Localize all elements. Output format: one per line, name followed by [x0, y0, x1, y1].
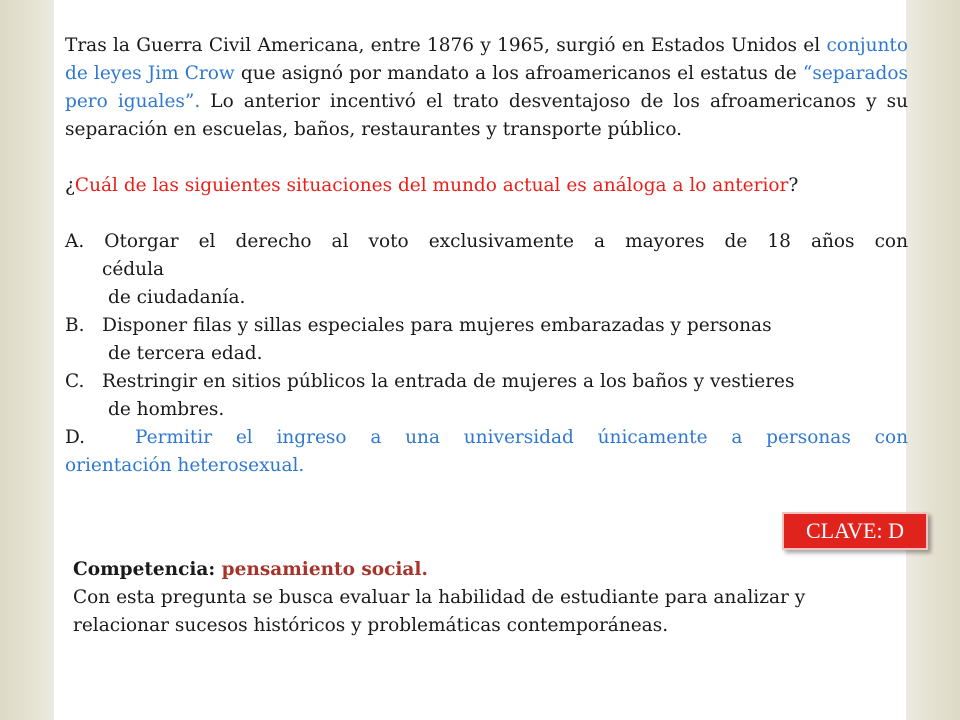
competency-footer [73, 556, 903, 640]
option-b-line-2: de tercera edad. [108, 343, 263, 364]
jim-crow-laws-text: conjunto de leyes Jim Crow [65, 35, 908, 84]
question-content [65, 32, 908, 480]
question-open-mark: ¿ [65, 175, 75, 196]
option-d [65, 424, 908, 480]
option-b-line-1: B. Disponer filas y sillas especiales para mujeres embarazadas y personas [65, 315, 772, 336]
option-d-line-2: orientación heterosexual. [65, 455, 305, 476]
intro-text-3: Lo anterior incentivó el trato desventajoso de los afroamericanos y su separación en escuelas, baños, restaurantes y transporte público. [65, 91, 909, 140]
option-a [65, 228, 908, 312]
option-a-line-1: A. Otorgar el derecho al voto exclusivamente a mayores de 18 años con [65, 231, 908, 252]
left-decorative-bar [0, 0, 54, 720]
question-prompt [65, 172, 908, 200]
separate-but-equal-text: “separados pero iguales”. [65, 63, 908, 112]
intro-text-2: que asignó por mandato a los afroamericanos el estatus de [234, 63, 803, 84]
option-d-text: Permitir el ingreso a una universidad únicamente a personas con [135, 427, 908, 448]
competency-value: pensamiento social. [221, 559, 428, 580]
competency-line [73, 556, 903, 584]
option-d-letter: D. [65, 427, 86, 448]
option-c [65, 368, 908, 424]
question-text: Cuál de las siguientes situaciones del mundo actual es análoga a lo anterior [74, 175, 789, 196]
option-b [65, 312, 908, 368]
option-c-line-2: de hombres. [108, 399, 225, 420]
question-close-mark: ? [788, 175, 799, 196]
option-c-line-1: C. Restringir en sitios públicos la entrada de mujeres a los baños y vestieres [65, 371, 795, 392]
option-a-line-2: cédula [102, 259, 165, 280]
option-d-line-1 [65, 424, 908, 452]
right-decorative-bar [906, 0, 960, 720]
competency-description: Con esta pregunta se busca evaluar la habilidad de estudiante para analizar y relacionar sucesos históricos y problemáticas contemporáneas. [73, 587, 806, 636]
option-a-line-3: de ciudadanía. [108, 287, 246, 308]
intro-text-1: Tras la Guerra Civil Americana, entre 1876 y 1965, surgió en Estados Unidos el [65, 35, 827, 56]
competency-label: Competencia: [73, 559, 222, 580]
intro-paragraph [65, 32, 908, 144]
answer-key-badge: CLAVE: D [782, 512, 928, 550]
